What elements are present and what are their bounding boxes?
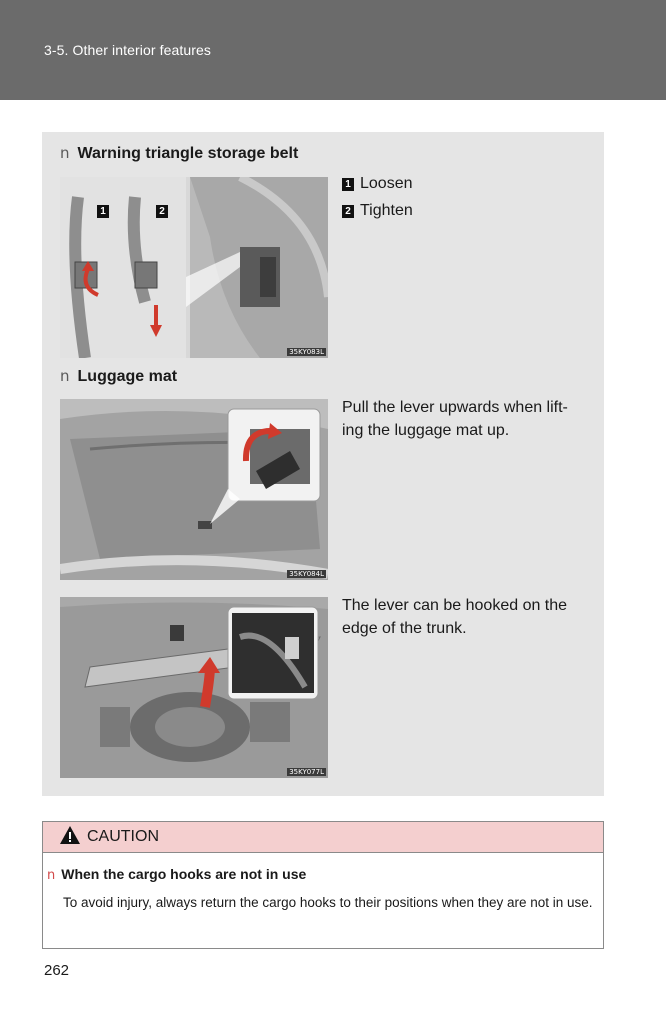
legend-label: Tighten bbox=[360, 202, 413, 219]
lever-lift-line-1: Pull the lever upwards when lift- bbox=[342, 399, 568, 416]
section-title: 3-5. Other interior features bbox=[44, 42, 211, 58]
heading-bullet: n bbox=[60, 144, 70, 162]
caution-item-heading-text: When the cargo hooks are not in use bbox=[61, 866, 307, 882]
page-number: 262 bbox=[44, 962, 70, 979]
callout-2: 2 bbox=[156, 205, 168, 218]
heading-text: Luggage mat bbox=[77, 368, 178, 385]
heading-text: Warning triangle storage belt bbox=[77, 145, 299, 162]
image-code: 35KY084L bbox=[289, 570, 324, 578]
image-code: 35KY083L bbox=[289, 348, 324, 356]
lever-hook-line-1: The lever can be hooked on the bbox=[342, 597, 568, 614]
image-code: 35KY077L bbox=[289, 768, 324, 776]
lever-lift-text bbox=[342, 396, 592, 442]
callout-1: 1 bbox=[97, 205, 109, 218]
caution-item-text: To avoid injury, always return the cargo hooks to their positions when they are not in use. bbox=[63, 895, 593, 910]
trunk-edge-lever-illustration bbox=[60, 597, 328, 778]
legend-item-loosen bbox=[342, 175, 413, 193]
legend-number: 1 bbox=[342, 178, 354, 191]
lever-hook-line-2: edge of the trunk. bbox=[342, 620, 467, 637]
page-header bbox=[0, 0, 666, 100]
legend-label: Loosen bbox=[360, 175, 413, 192]
caution-header bbox=[43, 822, 603, 853]
lever-lift-line-2: ing the luggage mat up. bbox=[342, 422, 510, 439]
legend-number: 2 bbox=[342, 205, 354, 218]
lever-hook-text bbox=[342, 594, 592, 640]
caution-item-heading bbox=[47, 866, 306, 883]
legend-item-tighten bbox=[342, 202, 413, 220]
caution-bullet: n bbox=[47, 868, 56, 883]
heading-bullet: n bbox=[60, 367, 70, 385]
luggage-mat-heading bbox=[60, 367, 177, 386]
luggage-mat-lever-illustration bbox=[60, 399, 328, 580]
caution-box bbox=[42, 821, 604, 949]
warning-triangle-heading bbox=[60, 144, 298, 163]
warning-triangle-icon bbox=[59, 825, 81, 850]
caution-title: CAUTION bbox=[87, 828, 159, 845]
warning-triangle-belt-illustration bbox=[60, 177, 328, 358]
